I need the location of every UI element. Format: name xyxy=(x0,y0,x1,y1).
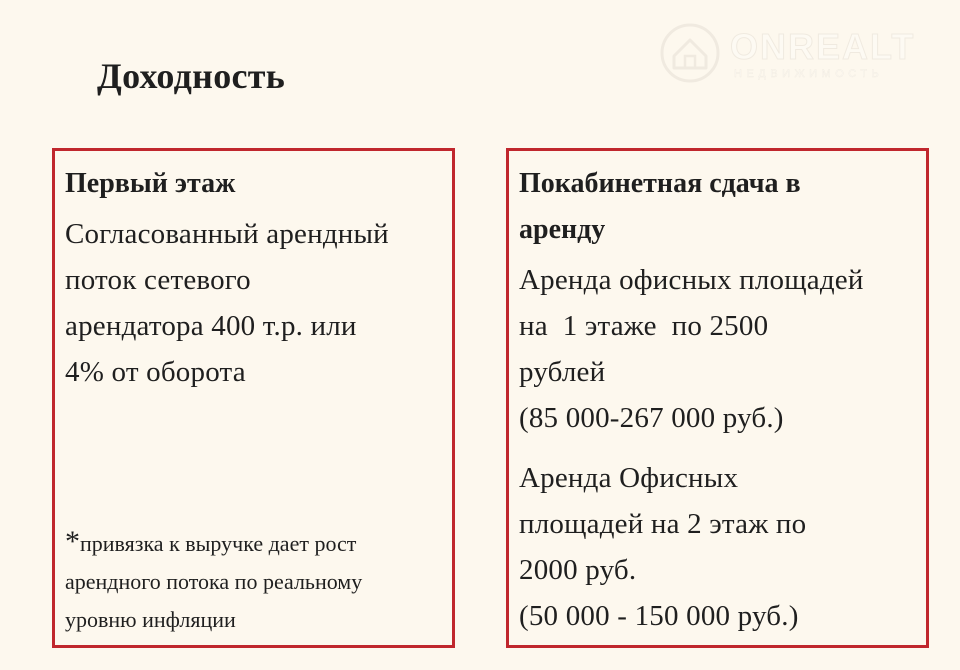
watermark-brand: ONREALT xyxy=(730,26,916,67)
first-floor-card xyxy=(52,148,455,648)
office-rental-line: 2000 руб. xyxy=(519,554,637,586)
watermark-subtitle: НЕДВИЖИМОСТЬ xyxy=(734,68,884,80)
office-rental-line: Аренда Офисных xyxy=(519,462,739,494)
office-rental-line: на 1 этаже по 2500 xyxy=(519,310,769,342)
office-rental-line: (50 000 - 150 000 руб.) xyxy=(519,600,799,632)
office-rental-title-line: Покабинетная сдача в xyxy=(519,168,801,199)
office-rental-card xyxy=(506,148,929,648)
first-floor-line: Согласованный арендный xyxy=(65,218,389,250)
office-rental-line: Аренда офисных площадей xyxy=(519,264,864,296)
footnote-line: уровню инфляции xyxy=(65,607,236,632)
office-rental-line: площадей на 2 этаж по xyxy=(519,508,807,540)
first-floor-title: Первый этаж xyxy=(65,168,236,199)
office-rental-line: (85 000-267 000 руб.) xyxy=(519,402,784,434)
footnote-line: арендного потока по реальному xyxy=(65,569,363,594)
office-rental-title xyxy=(519,161,916,253)
watermark-logo xyxy=(660,20,940,90)
footnote-asterisk: * xyxy=(65,525,80,558)
first-floor-text xyxy=(65,211,442,395)
second-floor-offices-text xyxy=(519,455,916,639)
first-floor-line: арендатора 400 т.р. или xyxy=(65,310,357,342)
office-rental-title-line: аренду xyxy=(519,214,606,245)
first-floor-line: поток сетевого xyxy=(65,264,251,296)
page-title: Доходность xyxy=(97,56,286,96)
footnote-line xyxy=(65,523,450,563)
office-rental-line: рублей xyxy=(519,356,606,388)
inflation-footnote xyxy=(65,523,450,639)
house-logo-icon xyxy=(660,22,720,89)
first-floor-offices-text xyxy=(519,257,916,441)
footnote-text: привязка к выручке дает рост xyxy=(80,531,357,556)
first-floor-line: 4% от оборота xyxy=(65,356,246,388)
